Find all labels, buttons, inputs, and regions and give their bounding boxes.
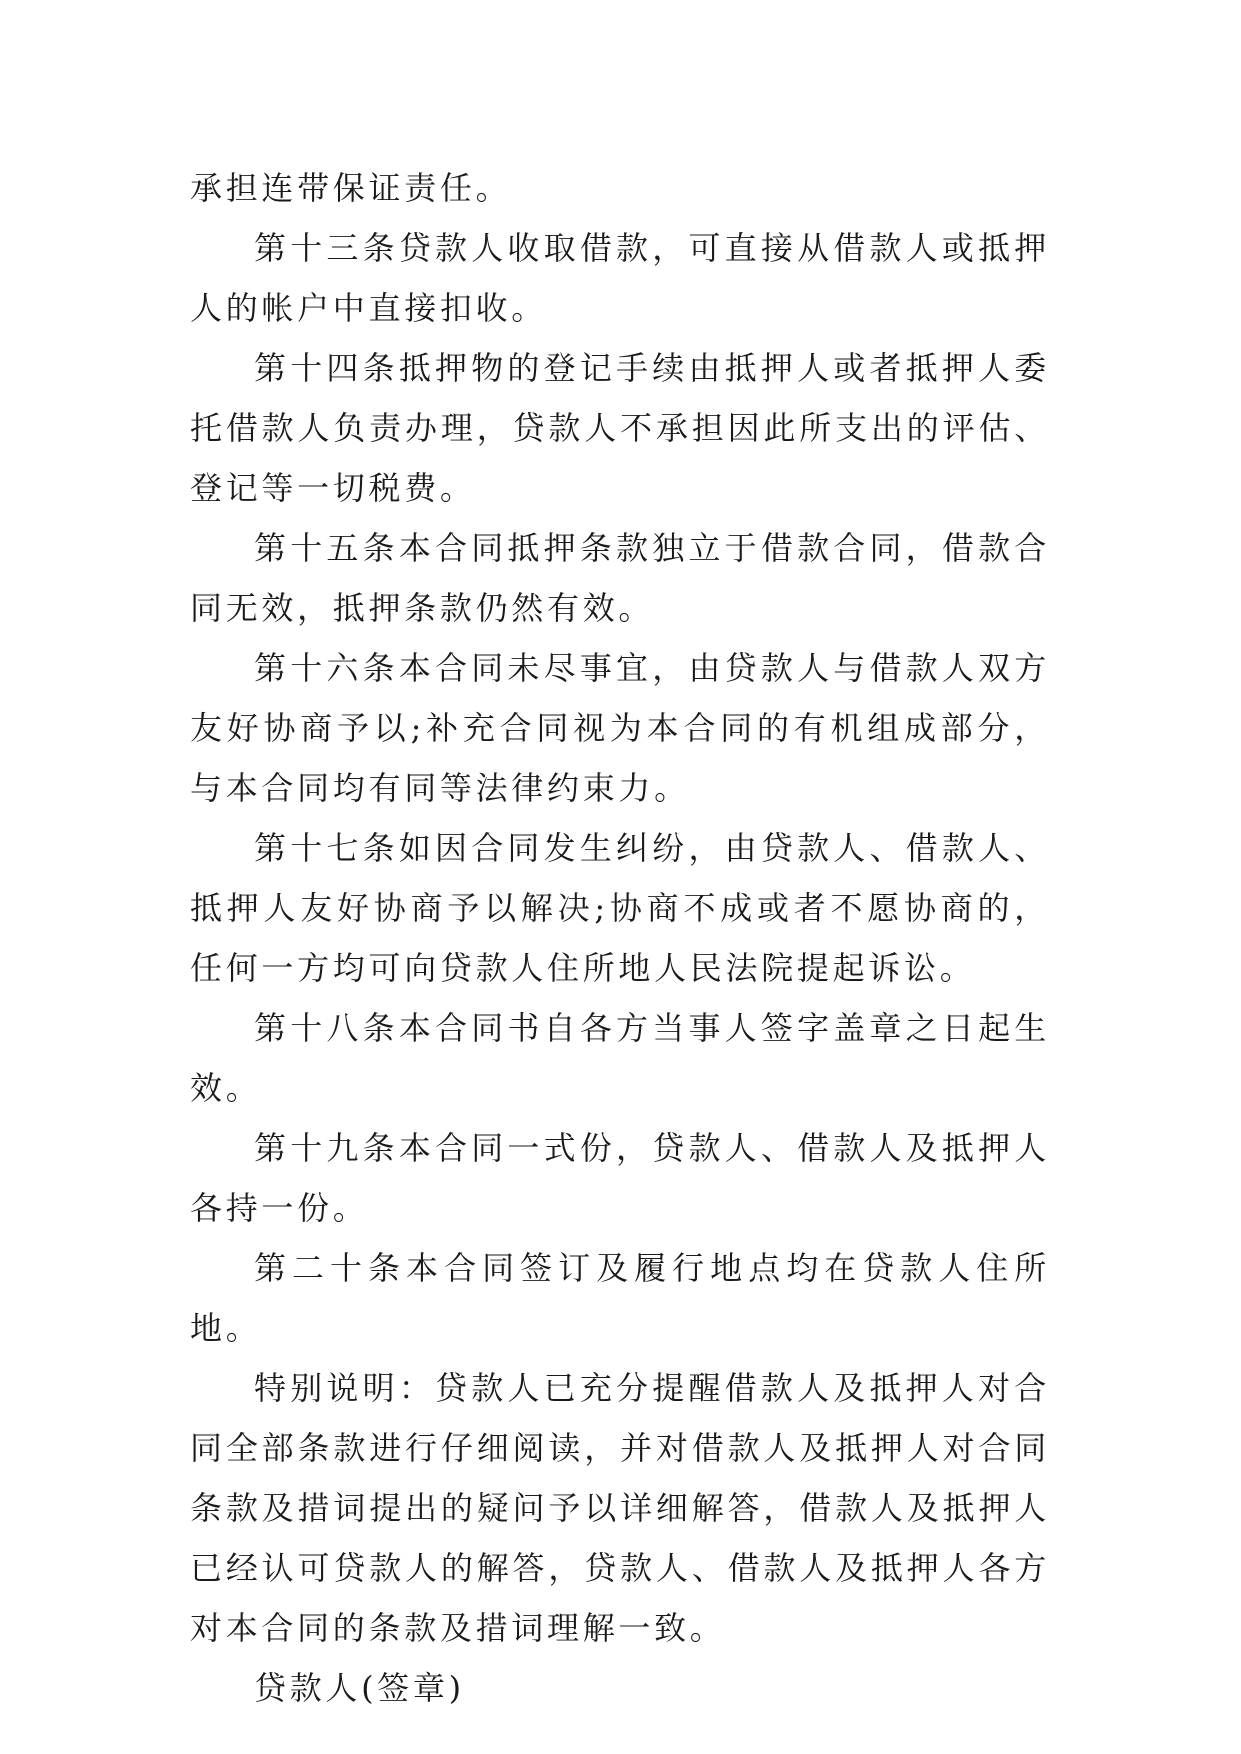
signature-lender: 贷款人(签章) [254, 1669, 465, 1707]
paragraph-article-18: 第十八条本合同书自各方当事人签字盖章之日起生效。 [190, 1009, 1050, 1107]
paragraph-article-13: 第十三条贷款人收取借款，可直接从借款人或抵押人的帐户中直接扣收。 [190, 229, 1050, 327]
paragraph-article-20: 第二十条本合同签订及履行地点均在贷款人住所地。 [190, 1249, 1050, 1347]
paragraph-article-16: 第十六条本合同未尽事宜，由贷款人与借款人双方友好协商予以;补充合同视为本合同的有机组成部分，与本合同均有同等法律约束力。 [190, 649, 1050, 807]
paragraph-continuation: 承担连带保证责任。 [190, 169, 512, 207]
paragraph-article-17: 第十七条如因合同发生纠纷，由贷款人、借款人、抵押人友好协商予以解决;协商不成或者不愿协商的，任何一方均可向贷款人住所地人民法院提起诉讼。 [190, 829, 1050, 987]
paragraph-special-note: 特别说明：贷款人已充分提醒借款人及抵押人对合同全部条款进行仔细阅读，并对借款人及抵押人对合同条款及措词提出的疑问予以详细解答，借款人及抵押人已经认可贷款人的解答，贷款人、借款人及抵押人各方对本合同的条款及措词理解一致。 [190, 1369, 1050, 1647]
paragraph-article-19: 第十九条本合同一式份，贷款人、借款人及抵押人各持一份。 [190, 1129, 1050, 1227]
paragraph-article-14: 第十四条抵押物的登记手续由抵押人或者抵押人委托借款人负责办理，贷款人不承担因此所支出的评估、登记等一切税费。 [190, 349, 1050, 507]
paragraph-article-15: 第十五条本合同抵押条款独立于借款合同，借款合同无效，抵押条款仍然有效。 [190, 529, 1050, 627]
document-body [190, 158, 1050, 1718]
